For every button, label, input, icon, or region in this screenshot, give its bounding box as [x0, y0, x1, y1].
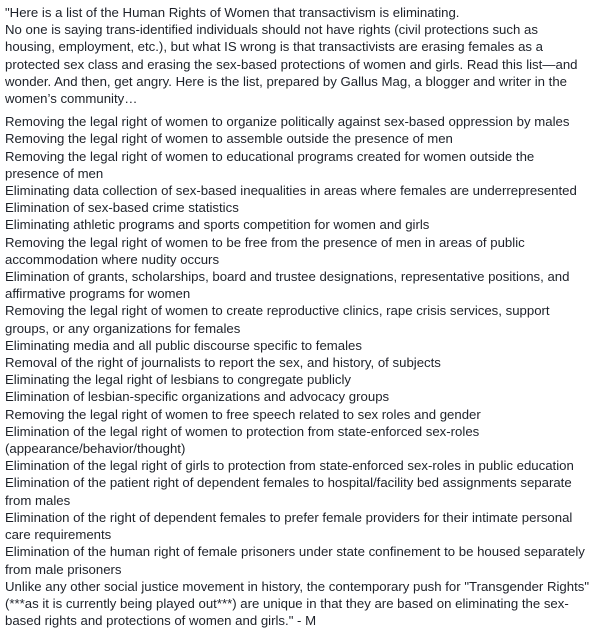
- list-item: Removing the legal right of women to be free from the presence of men in areas of public accommodation where nudity occurs: [5, 234, 525, 267]
- intro-paragraph: No one is saying trans-identified individuals should not have rights (civil protections such as housing, employment, etc.), but what IS wrong is that transactivists are erasing females as a protected sex class and erasing the sex-based protections of women and girls. Read this list—and wonder. And then, get angry. Here is the list, prepared by Gallus Mag, a blogger and writer in the women’s community…: [5, 22, 578, 107]
- list-item: Elimination of the patient right of dependent females to hospital/facility bed assignments separate from males: [5, 475, 572, 508]
- list-item: Eliminating athletic programs and sports competition for women and girls: [5, 217, 430, 233]
- post-intro: [5, 4, 591, 107]
- list-item: Elimination of the legal right of women to protection from state-enforced sex-roles (appearance/behavior/thought): [5, 423, 480, 457]
- list-item: Eliminating the legal right of lesbians to congregate publicly: [5, 372, 352, 388]
- list-item: Elimination of the right of dependent females to prefer female providers for their intimate personal care requirements: [5, 509, 573, 543]
- list-item: Elimination of lesbian-specific organizations and advocacy groups: [5, 389, 390, 405]
- list-item: Elimination of grants, scholarships, board and trustee designations, representative positions, and affirmative programs for women: [5, 269, 570, 302]
- list-item: Removing the legal right of women to educational programs created for women outside the presence of men: [5, 148, 535, 181]
- post-outro: Unlike any other social justice movement in history, the contemporary push for "Transgender Rights" (***as it is currently being played out***) are unique in that they are based on eliminating the sex-based rights and protections of women and girls." - M: [5, 578, 590, 629]
- list-item: Removing the legal right of women to organize politically against sex-based oppression by males: [5, 114, 570, 130]
- post-body: [5, 4, 591, 629]
- list-item: Eliminating data collection of sex-based inequalities in areas where females are underrepresented: [5, 183, 577, 199]
- list-item: Eliminating media and all public discourse specific to females: [5, 337, 362, 353]
- list-item: Elimination of sex-based crime statistics: [5, 200, 239, 216]
- list-item: Removing the legal right of women to free speech related to sex roles and gender: [5, 406, 481, 422]
- list-item: Removal of the right of journalists to report the sex, and history, of subjects: [5, 355, 441, 371]
- intro-line: "Here is a list of the Human Rights of Women that transactivism is eliminating.: [5, 5, 460, 20]
- list-item: Removing the legal right of women to create reproductive clinics, rape crisis services, support groups, or any organizations for females: [5, 303, 550, 336]
- list-item: Removing the legal right of women to assemble outside the presence of men: [5, 131, 453, 147]
- list-item: Elimination of the legal right of girls to protection from state-enforced sex-roles in public education: [5, 458, 574, 474]
- list-item: Elimination of the human right of female prisoners under state confinement to be housed separately from male prisoners: [5, 544, 585, 577]
- rights-list: [5, 113, 591, 577]
